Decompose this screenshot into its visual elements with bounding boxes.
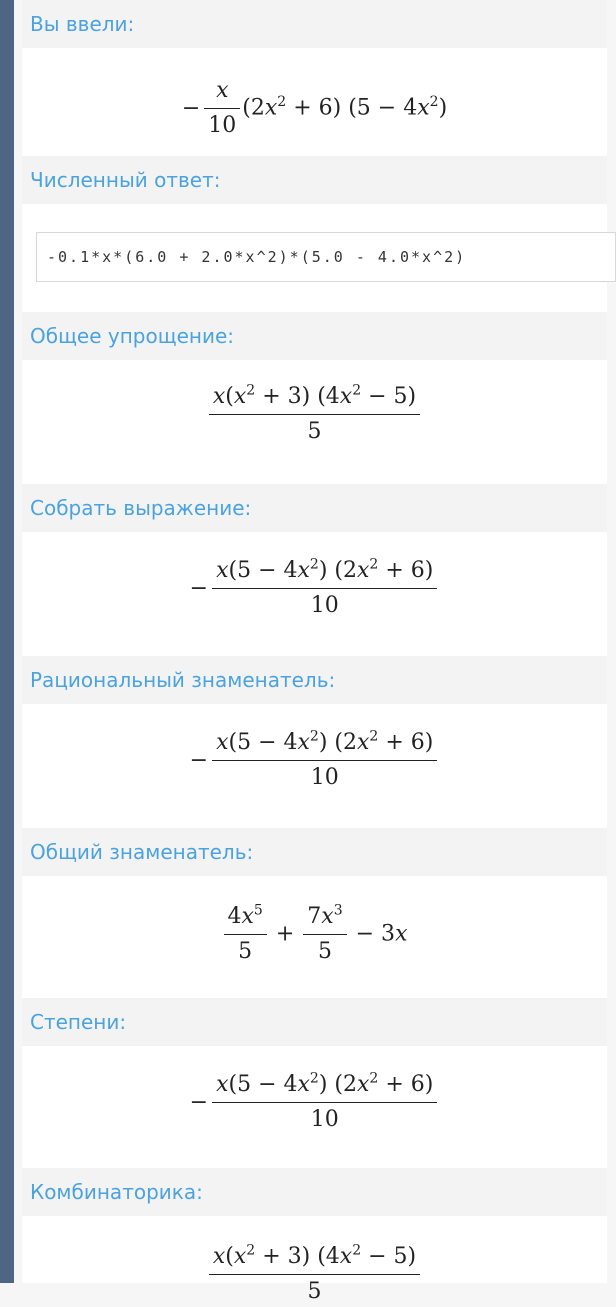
rational-result	[22, 704, 607, 826]
collect-result	[22, 532, 607, 654]
section-header-combinatorics: Комбинаторика:	[22, 1168, 607, 1216]
rational-expression: − $\frac{x(5 - 4x^2) (2x^2 + 6)}{10}$	[22, 728, 607, 793]
section-header-numeric: Численный ответ:	[22, 156, 607, 204]
section-header-rational: Рациональный знаменатель:	[22, 656, 607, 704]
numeric-answer-box: -0.1*x*(6.0 + 2.0*x^2)*(5.0 - 4.0*x^2)	[36, 232, 616, 282]
common-expression: $\frac{4x^5}{5}$ + $\frac{7x^3}{5}$ − 3x	[22, 902, 607, 967]
results-panel	[22, 0, 607, 1304]
simplify-result	[22, 360, 607, 482]
section-header-input: Вы ввели:	[22, 0, 607, 48]
section-header-common: Общий знаменатель:	[22, 828, 607, 876]
input-expression: − $\frac{x}{10}$ $(2x^2 + 6) (5 - 4x^2)$	[181, 78, 448, 138]
section-header-collect: Собрать выражение:	[22, 484, 607, 532]
left-rail	[0, 0, 14, 1283]
powers-expression: − $\frac{x(5 - 4x^2) (2x^2 + 6)}{10}$	[22, 1070, 607, 1135]
collect-expression: − $\frac{x(5 - 4x^2) (2x^2 + 6)}{10}$	[22, 556, 607, 621]
section-header-simplify: Общее упрощение:	[22, 312, 607, 360]
simplify-expression: $\frac{x(x^2 + 3) (4x^2 - 5)}{5}$	[22, 382, 607, 447]
combinatorics-expression: $\frac{x(x^2 + 3) (4x^2 - 5)}{5}$	[22, 1242, 607, 1307]
combinatorics-result	[22, 1216, 607, 1304]
common-result	[22, 876, 607, 996]
section-header-powers: Степени:	[22, 998, 607, 1046]
powers-result	[22, 1046, 607, 1166]
input-result	[22, 48, 607, 154]
